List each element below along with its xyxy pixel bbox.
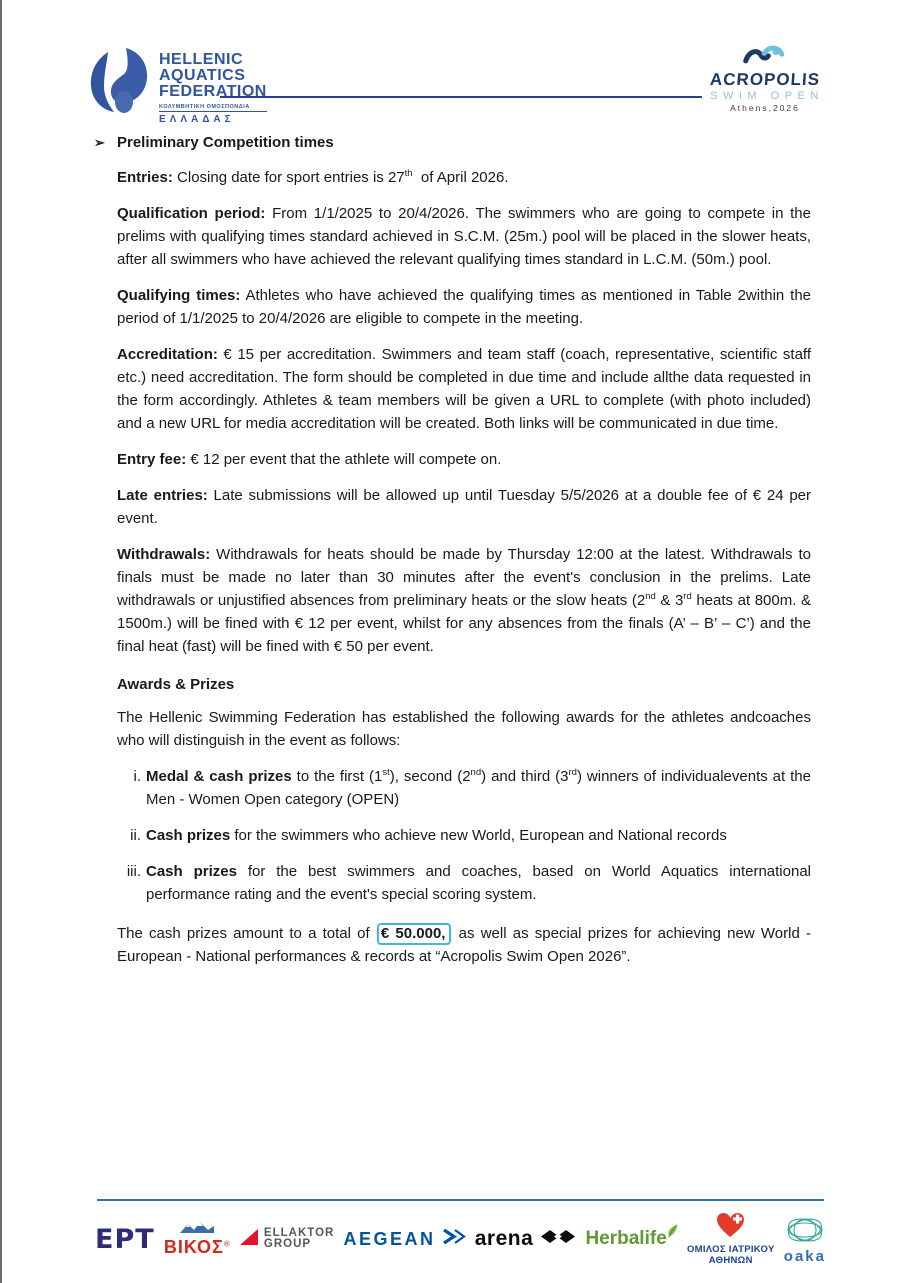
sponsor-medical-athens-logo (687, 1212, 775, 1266)
withdrawals-paragraph (117, 543, 811, 658)
registered-mark: ® (223, 1239, 230, 1249)
haf-logo-text (159, 46, 267, 125)
haf-line-2: AQUATICS (159, 67, 246, 84)
vikos-logo-text: ΒΙΚΟΣ® (163, 1236, 230, 1257)
footer-divider (97, 1199, 824, 1201)
entries-superscript: th (404, 168, 413, 179)
entries-text-1: Closing date for sport entries is 27 (172, 169, 405, 186)
withdrawals-label: Withdrawals: (117, 546, 211, 563)
section-heading (94, 131, 811, 154)
entry-fee-label: Entry fee: (117, 451, 187, 468)
awards-prizes-heading: Awards & Prizes (117, 676, 235, 693)
aegean-logo-text: AEGEAN (343, 1228, 436, 1249)
ellaktor-triangle-icon (239, 1228, 259, 1251)
list-item-i-t2: ), second (2 (389, 768, 471, 785)
ert-logo-text: ΕΡΤ (95, 1223, 155, 1255)
list-item-i-t3: ) and third (3 (481, 768, 569, 785)
qualifying-times-paragraph (117, 284, 811, 330)
sponsor-arena-logo (475, 1227, 577, 1251)
list-item-ii-bold: Cash prizes (146, 827, 231, 844)
list-item-i-t1: to the first (1 (291, 768, 383, 785)
list-item-iii-t: for the best swimmers and coaches, based on World Aquatics international performance rating and the event's special scoring system. (146, 863, 811, 903)
arena-diamonds-icon (540, 1229, 576, 1249)
awards-intro-paragraph: The Hellenic Swimming Federation has established the following awards for the athletes andcoaches who will distinguish in the event as follows: (117, 709, 811, 749)
withdrawals-text-2: & 3 (655, 592, 684, 609)
list-item-i-sup2: nd (470, 767, 482, 778)
acropolis-title: ACROPOLIS (709, 70, 821, 89)
ellaktor-line-1: ELLAKTOR (263, 1227, 335, 1239)
medical-athens-line-1: ΟΜΙΛΟΣ ΙΑΤΡΙΚΟΥ (686, 1244, 775, 1255)
list-item-i-text (146, 765, 811, 811)
withdrawals-text-1: Withdrawals for heats should be made by Thursday 12:00 at the latest. Withdrawals to finals must be made no later than 30 minutes after the event's conclusion in the prelims. Late withdrawals or unjustified absences from preliminary heats or the slow heats (2 (117, 546, 811, 609)
closing-paragraph (117, 922, 811, 968)
sponsor-ellaktor-logo (239, 1228, 334, 1251)
medical-athens-line-2: ΑΘΗΝΩΝ (708, 1255, 753, 1266)
entry-fee-paragraph (117, 448, 811, 471)
list-item-iii-text (146, 860, 811, 906)
list-item-i-sup3: rd (568, 767, 577, 778)
hellenic-aquatics-federation-logo (88, 46, 267, 125)
list-item-iii-bold: Cash prizes (146, 863, 237, 880)
list-marker-ii: ii. (130, 827, 141, 844)
haf-greek-small: ΚΟΛΥΜΒΗΤΙΚΗ ΟΜΟΣΠΟΝΔΙΑ (159, 104, 267, 112)
acropolis-swim-open-logo (698, 44, 832, 114)
list-marker-iii: iii. (126, 863, 141, 880)
withdrawals-superscript-1: nd (645, 591, 656, 602)
haf-drop-icon (88, 46, 150, 121)
closing-text-2: as well as special prizes for achieving new World - European - National performances & records at “Acropolis Swim Open 2026”. (117, 925, 811, 965)
section-heading-text: Preliminary Competition times (117, 134, 334, 151)
haf-line-3: FEDERATION (159, 83, 267, 100)
accreditation-label: Accreditation: (117, 346, 218, 363)
withdrawals-superscript-2: rd (683, 591, 692, 602)
list-item-i-t4: ) winners of individualevents at the Men - Women Open category (OPEN) (146, 768, 811, 808)
oaka-logo-text: oaka (783, 1247, 826, 1265)
sponsor-vikos-logo (164, 1221, 230, 1258)
qualification-period-paragraph (117, 202, 811, 271)
document-body (94, 131, 811, 968)
list-item-ii-text (146, 824, 811, 847)
sponsor-aegean-logo (344, 1228, 466, 1250)
list-marker-i: i. (133, 768, 141, 785)
qualifying-times-text: Athletes who have achieved the qualifying times as mentioned in Table 2within the period of 1/1/2025 to 20/4/2026 are eligible to compete in the meeting. (117, 287, 812, 327)
sponsor-logos-row (95, 1206, 826, 1272)
herbalife-logo-text: Herbalife (585, 1228, 667, 1249)
oaka-globe-icon (785, 1215, 825, 1250)
closing-text-1: The cash prizes amount to a total of (117, 925, 376, 942)
sponsor-herbalife-logo (585, 1228, 677, 1250)
list-item (117, 765, 811, 811)
herbalife-leaf-icon (665, 1224, 678, 1243)
sponsor-oaka-logo (784, 1215, 826, 1264)
haf-greek-large: ΕΛΛΑΔΑΣ (159, 114, 235, 125)
ellaktor-line-2: GROUP (263, 1238, 312, 1250)
heart-cross-icon (716, 1212, 746, 1244)
list-item-i-bold: Medal & cash prizes (146, 768, 292, 785)
entries-paragraph (117, 166, 811, 189)
wave-icon (739, 53, 791, 70)
entries-text-2: of April 2026. (412, 169, 509, 186)
accreditation-text: € 15 per accreditation. Swimmers and team staff (coach, representative, scientific staff etc.) need accreditation. The form should be completed in due time and include allthe data requested in the form accordingly. Athletes & team members will be given a URL to complete (with photo included) and a new URL for media accreditation will be created. Both links will be communicated in due time. (117, 346, 811, 432)
prize-total-highlight: € 50.000, (377, 923, 452, 945)
haf-line-1: HELLENIC (159, 51, 243, 68)
list-item-i-sup1: st (382, 767, 390, 778)
acropolis-location: Athens,2026 (730, 103, 800, 113)
arena-logo-text: arena (474, 1227, 534, 1250)
arrow-bullet-icon: ➢ (94, 135, 105, 150)
qualification-label: Qualification period: (117, 205, 266, 222)
acropolis-subtitle: SWIM OPEN (710, 90, 824, 102)
list-item (117, 860, 811, 906)
aegean-chevron-icon (442, 1228, 466, 1250)
entries-label: Entries: (117, 169, 173, 186)
late-entries-label: Late entries: (117, 487, 208, 504)
qualification-text: From 1/1/2025 to 20/4/2026. The swimmers who are going to compete in the prelims with qualifying times standard achieved in S.C.M. (25m.) pool will be placed in the slower heats, after all swimmers who have achieved the relevant qualifying times standard in L.C.M. (50m.) pool. (117, 205, 811, 268)
late-entries-text: Late submissions will be allowed up until Tuesday 5/5/2026 at a double fee of € 24 per event. (117, 487, 811, 527)
late-entries-paragraph (117, 484, 811, 530)
ellaktor-logo-text (264, 1228, 334, 1250)
sponsor-ert-logo (95, 1224, 155, 1255)
qualifying-times-label: Qualifying times: (117, 287, 241, 304)
list-item (117, 824, 811, 847)
header-divider (220, 96, 702, 98)
withdrawals-text-3: heats at 800m. & 1500m.) will be fined with € 12 per event, whilst for any absences from the finals (A’ – B’ – C’) and the final heat (fast) will be fined with € 50 per event. (117, 592, 811, 655)
accreditation-paragraph (117, 343, 811, 435)
awards-list (117, 765, 811, 906)
list-item-ii-t: for the swimmers who achieve new World, European and National records (230, 827, 727, 844)
entry-fee-text: € 12 per event that the athlete will compete on. (186, 451, 502, 468)
